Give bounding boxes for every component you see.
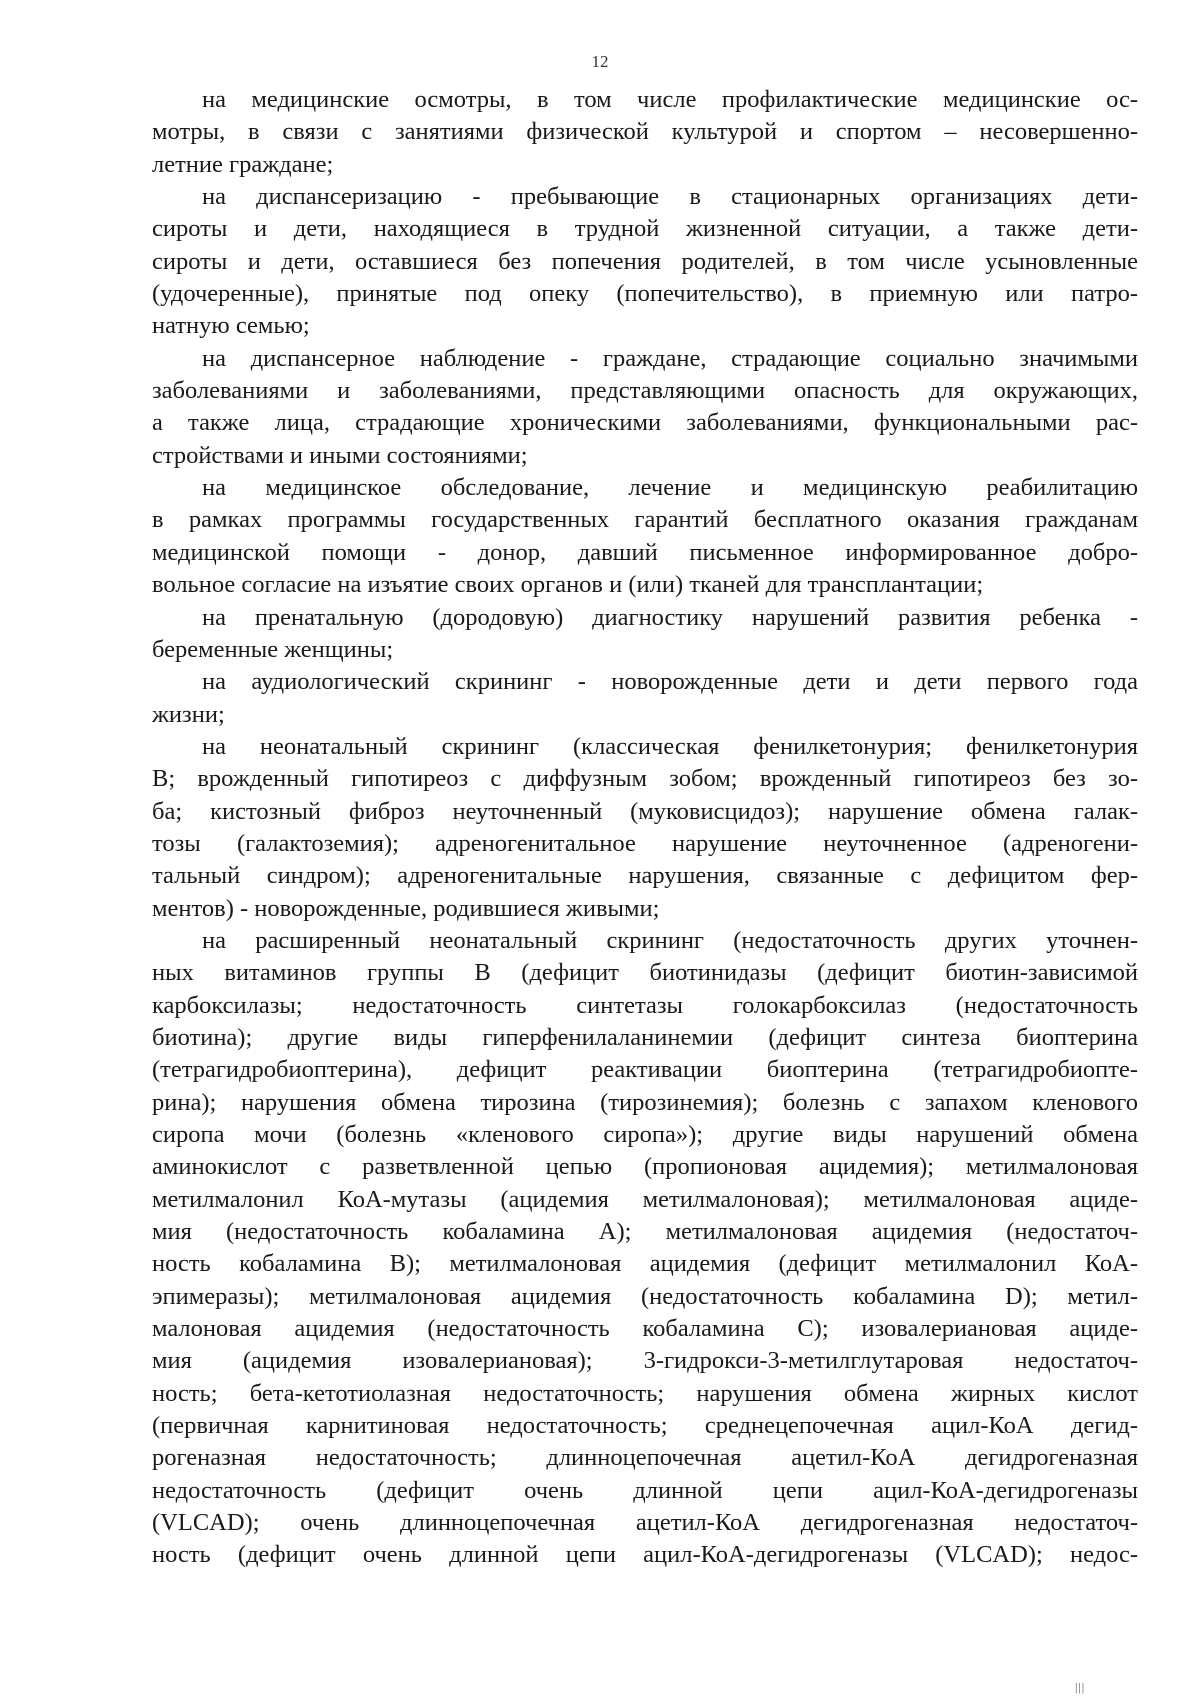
text-line: тальный синдром); адреногенитальные нарушения, связанные с дефицитом фер- <box>152 862 1138 890</box>
text-line: на расширенный неонатальный скрининг (недостаточность других уточнен- <box>202 926 1138 954</box>
text-line: ментов) - новорожденные, родившиеся живыми; <box>152 894 660 922</box>
text-line: сироты и дети, оставшиеся без попечения родителей, в том числе усыновленные <box>152 247 1138 275</box>
text-line: мия (недостаточность кобаламина A); метилмалоновая ацидемия (недостаточ- <box>152 1218 1138 1246</box>
text-line: мия (ацидемия изовалериановая); 3-гидрокси-3-метилглутаровая недостаточ- <box>152 1347 1138 1375</box>
text-line: сироты и дети, находящиеся в трудной жизненной ситуации, а также дети- <box>152 215 1138 243</box>
text-line: недостаточность (дефицит очень длинной цепи ацил-КоА-дегидрогеназы <box>152 1476 1138 1504</box>
text-line: сиропа мочи (болезнь «кленового сиропа»); другие виды нарушений обмена <box>152 1121 1138 1148</box>
text-line: а также лица, страдающие хроническими заболеваниями, функциональными рас- <box>152 409 1138 437</box>
text-line: на медицинские осмотры, в том числе профилактические медицинские ос- <box>202 86 1138 113</box>
text-line: жизни; <box>152 700 225 728</box>
text-line: ность кобаламина B); метилмалоновая ацидемия (дефицит метилмалонил КоА- <box>152 1250 1138 1278</box>
text-line: тозы (галактоземия); адреногенитальное нарушение неуточненное (адреногени- <box>152 829 1138 857</box>
text-line: ных витаминов группы B (дефицит биотинидазы (дефицит биотин-зависимой <box>152 959 1138 987</box>
text-line: в рамках программы государственных гарантий бесплатного оказания гражданам <box>152 506 1138 534</box>
text-line: малоновая ацидемия (недостаточность кобаламина C); изовалериановая ациде- <box>152 1315 1138 1343</box>
text-line: биотина); другие виды гиперфенилаланинемии (дефицит синтеза биоптерина <box>152 1023 1138 1051</box>
text-line: на пренатальную (дородовую) диагностику нарушений развития ребенка - <box>202 603 1138 631</box>
text-line: на диспансерное наблюдение - граждане, страдающие социально значимыми <box>202 344 1138 372</box>
text-line: натную семью; <box>152 312 310 340</box>
body-text <box>152 84 1138 1572</box>
text-line: метилмалонил КоА-мутазы (ацидемия метилмалоновая); метилмалоновая ациде- <box>152 1185 1138 1213</box>
text-line: аминокислот с разветвленной цепью (пропионовая ацидемия); метилмалоновая <box>152 1153 1138 1181</box>
text-line: ность; бета-кетотиолазная недостаточность; нарушения обмена жирных кислот <box>152 1379 1138 1407</box>
text-line: (VLCAD); очень длинноцепочечная ацетил-КоА дегидрогеназная недостаточ- <box>152 1509 1138 1537</box>
text-line: мотры, в связи с занятиями физической культурой и спортом – несовершенно- <box>152 118 1138 146</box>
text-line: ность (дефицит очень длинной цепи ацил-КоА-дегидрогеназы (VLCAD); недос- <box>152 1541 1138 1569</box>
text-line: эпимеразы); метилмалоновая ацидемия (недостаточность кобаламина D); метил- <box>152 1282 1138 1310</box>
text-line: (тетрагидробиоптерина), дефицит реактивации биоптерина (тетрагидробиопте- <box>152 1056 1138 1084</box>
text-line: карбоксилазы; недостаточность синтетазы голокарбоксилаз (недостаточность <box>152 991 1138 1019</box>
text-line: стройствами и иными состояниями; <box>152 441 528 469</box>
text-line: (первичная карнитиновая недостаточность; среднецепочечная ацил-КоА дегид- <box>152 1412 1138 1440</box>
text-line: на медицинское обследование, лечение и медицинскую реабилитацию <box>202 474 1138 502</box>
text-line: B; врожденный гипотиреоз с диффузным зобом; врожденный гипотиреоз без зо- <box>152 765 1138 793</box>
text-line: беременные женщины; <box>152 635 394 663</box>
text-line: медицинской помощи - донор, давший письменное информированное добро- <box>152 538 1138 566</box>
text-line: на неонатальный скрининг (классическая фенилкетонурия; фенилкетонурия <box>202 732 1138 760</box>
scan-edge-marks: ||| <box>1075 1680 1086 1694</box>
text-line: рина); нарушения обмена тирозина (тирозинемия); болезнь с запахом кленового <box>152 1088 1138 1116</box>
page-number: 12 <box>591 52 609 71</box>
text-line: ба; кистозный фиброз неуточненный (муковисцидоз); нарушение обмена галак- <box>152 797 1138 825</box>
text-line: (удочеренные), принятые под опеку (попечительство), в приемную или патро- <box>152 280 1138 308</box>
text-line: вольное согласие на изъятие своих органов и (или) тканей для трансплантации; <box>152 571 984 599</box>
text-line: на аудиологический скрининг - новорожденные дети и дети первого года <box>202 668 1138 696</box>
text-line: заболеваниями и заболеваниями, представляющими опасность для окружающих, <box>152 377 1138 405</box>
text-line: на диспансеризацию - пребывающие в стационарных организациях дети- <box>202 183 1138 211</box>
text-line: летние граждане; <box>152 150 334 178</box>
text-line: рогеназная недостаточность; длинноцепочечная ацетил-КоА дегидрогеназная <box>152 1444 1138 1472</box>
